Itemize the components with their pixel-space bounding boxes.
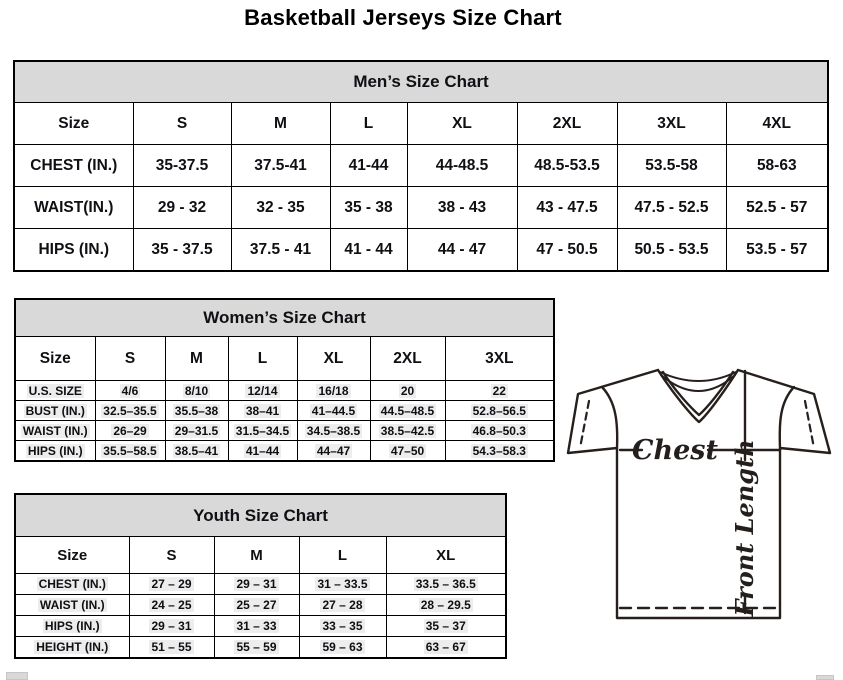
size-header-row: [15, 537, 506, 574]
size-col-header: M: [231, 103, 330, 145]
value-cell: 50.5 - 53.5: [617, 229, 726, 272]
value-cell: 29 – 31: [214, 574, 299, 595]
size-header-row: [15, 337, 554, 381]
value-cell: 47.5 - 52.5: [617, 187, 726, 229]
row-label: HIPS (IN.): [15, 616, 129, 637]
value-cell: 38–41: [228, 401, 297, 421]
size-col-header: 2XL: [370, 337, 445, 381]
table-row: [14, 229, 828, 272]
chest-label: Chest: [632, 435, 718, 466]
size-col-header: L: [330, 103, 407, 145]
size-col-header: XL: [297, 337, 370, 381]
size-label: Size: [15, 337, 95, 381]
value-cell: 53.5-58: [617, 145, 726, 187]
value-cell: 41 - 44: [330, 229, 407, 272]
value-cell: 29–31.5: [165, 421, 228, 441]
right-armhole-seam: [780, 387, 794, 448]
jersey-measurement-diagram: [556, 360, 842, 626]
value-cell: 48.5-53.5: [517, 145, 617, 187]
table-title: Youth Size Chart: [15, 494, 506, 537]
value-cell: 12/14: [228, 381, 297, 401]
front-length-label: Front Length: [730, 439, 759, 617]
value-cell: 20: [370, 381, 445, 401]
size-label: Size: [15, 537, 129, 574]
value-cell: 32 - 35: [231, 187, 330, 229]
mens-size-table: [13, 60, 829, 272]
value-cell: 34.5–38.5: [297, 421, 370, 441]
value-cell: 37.5 - 41: [231, 229, 330, 272]
value-cell: 44 - 47: [407, 229, 517, 272]
value-cell: 55 – 59: [214, 637, 299, 659]
value-cell: 54.3–58.3: [445, 441, 554, 462]
value-cell: 35 – 37: [386, 616, 506, 637]
size-col-header: L: [299, 537, 386, 574]
right-cuff-stitch-line: [805, 401, 814, 448]
value-cell: 59 – 63: [299, 637, 386, 659]
size-col-header: 2XL: [517, 103, 617, 145]
table-row: [15, 381, 554, 401]
row-label: WAIST (IN.): [15, 595, 129, 616]
value-cell: 43 - 47.5: [517, 187, 617, 229]
value-cell: 8/10: [165, 381, 228, 401]
size-col-header: S: [95, 337, 165, 381]
table-title: Women’s Size Chart: [15, 299, 554, 337]
value-cell: 31 – 33: [214, 616, 299, 637]
size-header-row: [14, 103, 828, 145]
table-row: [15, 401, 554, 421]
value-cell: 35 - 38: [330, 187, 407, 229]
table-row: [15, 637, 506, 659]
size-col-header: S: [129, 537, 214, 574]
value-cell: 24 – 25: [129, 595, 214, 616]
row-label: BUST (IN.): [15, 401, 95, 421]
value-cell: 33.5 – 36.5: [386, 574, 506, 595]
value-cell: 29 - 32: [133, 187, 231, 229]
value-cell: 52.5 - 57: [726, 187, 828, 229]
value-cell: 38 - 43: [407, 187, 517, 229]
value-cell: 44.5–48.5: [370, 401, 445, 421]
value-cell: 44–47: [297, 441, 370, 462]
table-row: [15, 595, 506, 616]
size-col-header: XL: [386, 537, 506, 574]
value-cell: 51 – 55: [129, 637, 214, 659]
table-row: [15, 574, 506, 595]
value-cell: 35.5–38: [165, 401, 228, 421]
size-col-header: 3XL: [445, 337, 554, 381]
womens-size-table: [14, 298, 555, 462]
value-cell: 44-48.5: [407, 145, 517, 187]
value-cell: 35.5–58.5: [95, 441, 165, 462]
page-title: Basketball Jerseys Size Chart: [244, 5, 562, 30]
value-cell: 27 – 28: [299, 595, 386, 616]
value-cell: 58-63: [726, 145, 828, 187]
value-cell: 32.5–35.5: [95, 401, 165, 421]
table-row: [15, 441, 554, 462]
value-cell: 46.8–50.3: [445, 421, 554, 441]
row-label: U.S. SIZE: [15, 381, 95, 401]
value-cell: 63 – 67: [386, 637, 506, 659]
left-cuff-stitch-line: [580, 401, 589, 448]
value-cell: 27 – 29: [129, 574, 214, 595]
jersey-outline: [568, 370, 830, 618]
table-row: [14, 145, 828, 187]
value-cell: 52.8–56.5: [445, 401, 554, 421]
collar-arc-top: [660, 372, 736, 381]
size-col-header: 4XL: [726, 103, 828, 145]
size-col-header: L: [228, 337, 297, 381]
row-label: CHEST (IN.): [15, 574, 129, 595]
table-row: [15, 616, 506, 637]
table-row: [15, 421, 554, 441]
table-row: [14, 187, 828, 229]
size-col-header: M: [165, 337, 228, 381]
value-cell: 53.5 - 57: [726, 229, 828, 272]
value-cell: 4/6: [95, 381, 165, 401]
value-cell: 33 – 35: [299, 616, 386, 637]
value-cell: 35-37.5: [133, 145, 231, 187]
row-label: HIPS (IN.): [14, 229, 133, 272]
value-cell: 31.5–34.5: [228, 421, 297, 441]
value-cell: 31 – 33.5: [299, 574, 386, 595]
value-cell: 35 - 37.5: [133, 229, 231, 272]
left-armhole-seam: [602, 387, 617, 448]
size-col-header: S: [133, 103, 231, 145]
value-cell: 47–50: [370, 441, 445, 462]
value-cell: 41–44: [228, 441, 297, 462]
value-cell: 29 – 31: [129, 616, 214, 637]
row-label: HIPS (IN.): [15, 441, 95, 462]
size-label: Size: [14, 103, 133, 145]
value-cell: 41–44.5: [297, 401, 370, 421]
value-cell: 28 – 29.5: [386, 595, 506, 616]
row-label: CHEST (IN.): [14, 145, 133, 187]
value-cell: 22: [445, 381, 554, 401]
size-col-header: M: [214, 537, 299, 574]
value-cell: 26–29: [95, 421, 165, 441]
value-cell: 41-44: [330, 145, 407, 187]
value-cell: 25 – 27: [214, 595, 299, 616]
row-label: WAIST(IN.): [14, 187, 133, 229]
value-cell: 47 - 50.5: [517, 229, 617, 272]
row-label: HEIGHT (IN.): [15, 637, 129, 659]
size-col-header: 3XL: [617, 103, 726, 145]
value-cell: 37.5-41: [231, 145, 330, 187]
cropped-element-fragment-right: [816, 675, 834, 680]
value-cell: 38.5–42.5: [370, 421, 445, 441]
value-cell: 16/18: [297, 381, 370, 401]
size-col-header: XL: [407, 103, 517, 145]
table-title: Men’s Size Chart: [14, 61, 828, 103]
row-label: WAIST (IN.): [15, 421, 95, 441]
youth-size-table: [14, 493, 507, 659]
value-cell: 38.5–41: [165, 441, 228, 462]
